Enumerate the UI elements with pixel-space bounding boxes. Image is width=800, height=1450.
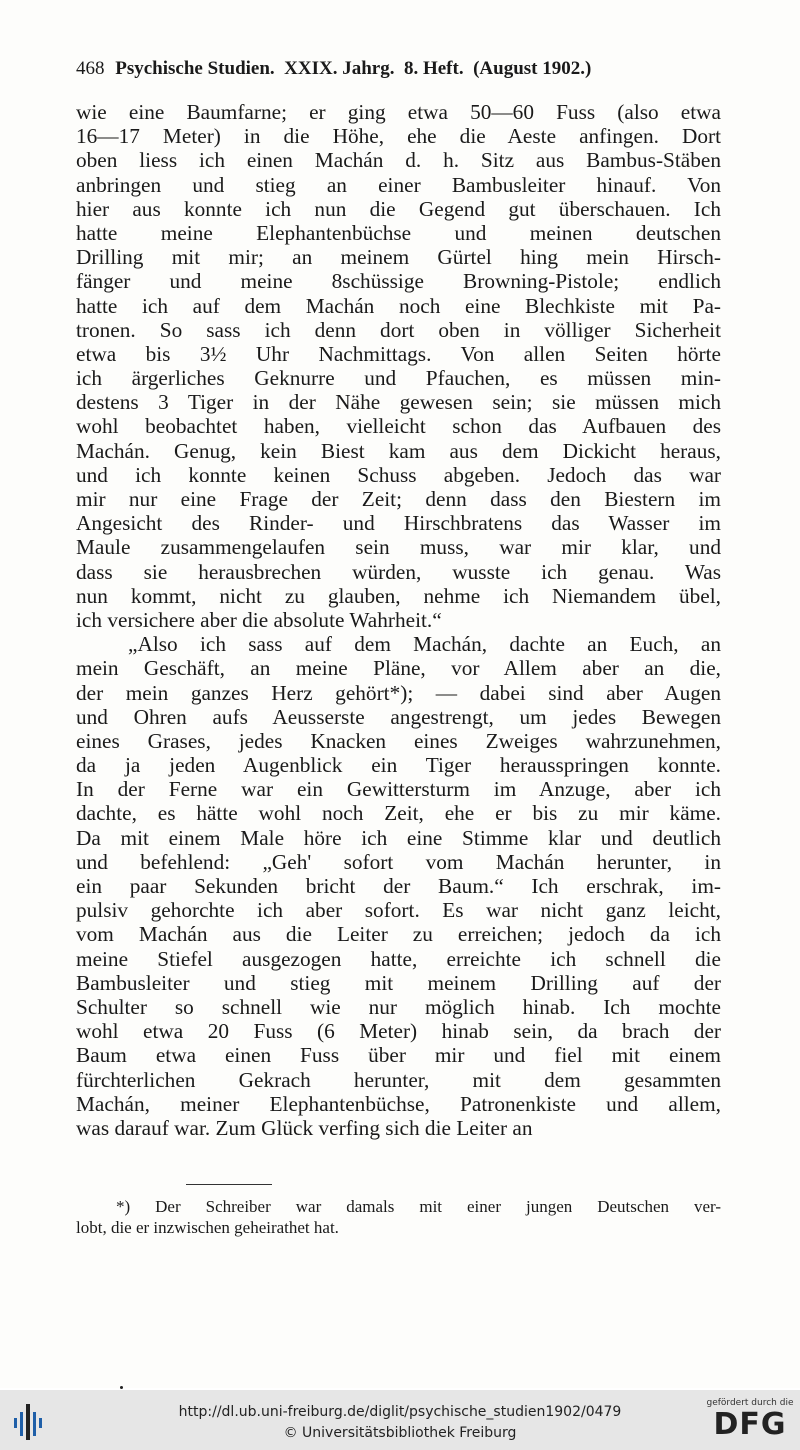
text-line: und ich konnte keinen Schuss abgeben. Jedoch das war [76,462,721,487]
running-header [76,58,724,80]
text-line: fürchterlichen Gekrach herunter, mit dem gesammten [76,1067,721,1092]
text-line: was darauf war. Zum Glück verfing sich die Leiter an [76,1115,533,1140]
text-line: wohl beobachtet haben, vielleicht schon das Aufbauen des [76,414,721,439]
text-line: destens 3 Tiger in der Nähe gewesen sein; sie müssen mich [76,390,721,415]
text-line: Maule zusammengelaufen sein muss, war mir klar, und [76,535,721,560]
text-line: anbringen und stieg an einer Bambusleiter hinauf. Von [76,172,721,197]
text-line: wie eine Baumfarne; er ging etwa 50—60 Fuss (also etwa [76,100,721,124]
footnote-rule [186,1184,272,1185]
body-text [76,100,721,1140]
text-line: hatte meine Elephantenbüchse und meinen deutschen [76,220,721,245]
copyright-notice: © Universitätsbibliothek Freiburg [283,1425,517,1441]
text-line: ich versichere aber die absolute Wahrheit.“ [76,607,442,632]
footnote-line: *) Der Schreiber war damals mit einer jungen Deutschen ver- [116,1197,721,1216]
text-line: tronen. So sass ich denn dort oben in völliger Sicherheit [76,317,721,342]
text-line: etwa bis 3½ Uhr Nachmittags. Von allen Seiten hörte [76,341,721,366]
text-line: Machán, meiner Elephantenbüchse, Patronenkiste und allem, [76,1091,721,1116]
text-line: meine Stiefel ausgezogen hatte, erreichte ich schnell die [76,946,721,971]
text-line: fänger und meine 8schüssige Browning-Pistole; endlich [76,269,721,294]
text-line: Machán. Genug, kein Biest kam aus dem Dickicht heraus, [76,438,721,463]
text-line: ein paar Sekunden bricht der Baum.“ Ich erschrak, im- [76,874,721,898]
text-line: Baum etwa einen Fuss über mir und fiel mit einem [76,1043,721,1068]
text-line: der mein ganzes Herz gehört*); — dabei sind aber Augen [76,680,721,705]
text-line: nun kommt, nicht zu glauben, nehme ich Niemandem übel, [76,583,721,608]
text-line: mir nur eine Frage der Zeit; denn dass den Biestern im [76,487,721,511]
text-line: wohl etwa 20 Fuss (6 Meter) hinab sein, da brach der [76,1019,721,1044]
text-line: hatte ich auf dem Machán noch eine Blechkiste mit Pa- [76,293,721,318]
text-line: oben liess ich einen Machán d. h. Sitz aus Bambus-Stäben [76,148,721,173]
text-line: hier aus konnte ich nun die Gegend gut überschauen. Ich [76,196,721,221]
running-title: Psychische Studien. XXIX. Jahrg. 8. Heft. (August 1902.) [115,58,592,79]
text-line: und befehlend: „Geh' sofort vom Machán herunter, in [76,849,721,874]
text-line: In der Ferne war ein Gewittersturm im Anzuge, aber ich [76,777,721,802]
text-line: pulsiv gehorchte ich aber sofort. Es war nicht ganz leicht, [76,898,721,923]
dfg-logo [706,1398,794,1446]
viewer-footer [0,1390,800,1450]
text-line: Drilling mit mir; an meinem Gürtel hing mein Hirsch- [76,245,721,270]
dfg-tagline: gefördert durch die [706,1398,794,1408]
text-line: und Ohren aufs Aeusserste angestrengt, um jedes Bewegen [76,704,721,729]
text-line: dass sie herausbrechen würden, wusste ich genau. Was [76,559,721,584]
text-line: Bambusleiter und stieg mit meinem Drilling auf der [76,970,721,995]
text-line: vom Machán aus die Leiter zu erreichen; jedoch da ich [76,922,721,947]
text-line: eines Grases, jedes Knacken eines Zweiges wahrzunehmen, [76,728,721,753]
text-line: Schulter so schnell wie nur möglich hinab. Ich mochte [76,994,721,1019]
footnote-line: lobt, die er inzwischen geheirathet hat. [76,1218,339,1237]
text-line: 16—17 Meter) in die Höhe, ehe die Aeste anfingen. Dort [76,124,721,149]
text-line: „Also ich sass auf dem Machán, dachte an Euch, an [128,632,721,657]
dfg-wordmark: DFG [713,1407,787,1442]
text-line: mein Geschäft, an meine Pläne, vor Allem aber an die, [76,656,721,681]
footnote [76,1196,721,1238]
text-line: ich ärgerliches Geknurre und Pfauchen, es müssen min- [76,366,721,391]
text-line: Da mit einem Male höre ich eine Stimme klar und deutlich [76,825,721,850]
scan-speck [120,1386,123,1389]
text-line: dachte, es hätte wohl noch Zeit, ehe er bis zu mir käme. [76,801,721,826]
text-line: da ja jeden Augenblick ein Tiger herausspringen konnte. [76,753,721,778]
text-line: Angesicht des Rinder- und Hirschbratens das Wasser im [76,511,721,536]
page-number: 468 [76,58,105,79]
document-url[interactable]: http://dl.ub.uni-freiburg.de/diglit/psychische_studien1902/0479 [178,1404,622,1420]
